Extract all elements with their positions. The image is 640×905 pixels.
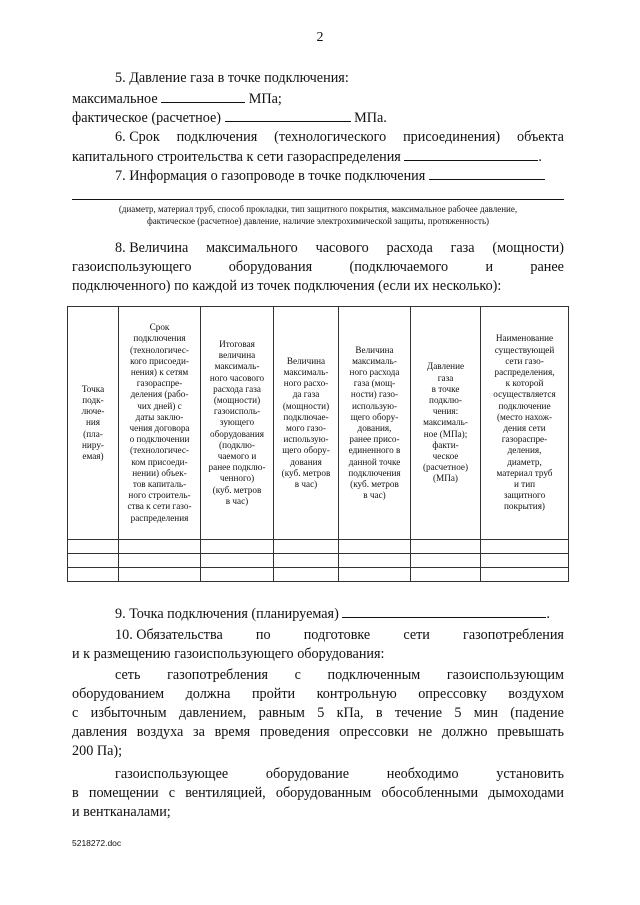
table-cell	[68, 568, 119, 582]
section-5-max-line: максимальное МПа;	[72, 91, 282, 107]
section-10-p1-line4: давления воздуха за время проведения опрессовки не должно превышать	[72, 724, 564, 740]
section-10-p1-line5: 200 Па);	[72, 743, 123, 759]
table-row	[68, 554, 569, 568]
section-10-line1: 10. Обязательства по подготовке сети газопотребления	[115, 627, 564, 643]
table-cell	[481, 554, 569, 568]
section-8-line2: газоиспользующего оборудования (подключаемого и ранее	[72, 259, 564, 275]
table-cell	[411, 554, 481, 568]
fact-pressure-blank	[225, 108, 351, 122]
connection-point-blank	[342, 604, 546, 618]
gas-pipeline-info-blank	[429, 166, 545, 180]
section-10-p1-line2: оборудованием должна пройти контрольную опрессовку воздухом	[72, 686, 564, 702]
table-cell	[68, 554, 119, 568]
section-8-line1: 8. Величина максимального часового расхода газа (мощности)	[115, 240, 564, 256]
table-header-row	[68, 307, 569, 540]
table-cell	[411, 540, 481, 554]
section-10-p2-line2: в помещении с вентиляцией, оборудованным обособленными дымоходами	[72, 785, 564, 801]
table-cell	[119, 568, 201, 582]
table-header-cell: Итоговая величина максималь- ного часового расхода газа (мощности) газоисполь- зующего оборудования (подклю- чаемого и ранее подклю- ченного) (куб. метров в час)	[201, 307, 274, 540]
section-10-p1-line1: сеть газопотребления с подключенным газоиспользующим	[115, 667, 564, 683]
section-5-fact-line: фактическое (расчетное) МПа.	[72, 110, 387, 126]
table-cell	[411, 568, 481, 582]
max-pressure-blank	[161, 89, 245, 103]
table-header-cell: Давление газа в точке подклю- чения: максималь- ное (МПа); факти- ческое (расчетное) (МПа)	[411, 307, 481, 540]
table-header-cell: Срок подключения (технологичес- кого присоеди- нения) к сетям газораспре- деления (рабо- чих дней) с даты заклю- чения договора о подключении (технологичес- ком присоеди- нении) объек- тов капиталь- ного строитель- ства к сети газо- распределения	[119, 307, 201, 540]
section-6-line1: 6. Срок подключения (технологического присоединения) объекта	[115, 129, 564, 145]
section-9-line: 9. Точка подключения (планируемая) .	[115, 606, 550, 622]
table-cell	[201, 540, 274, 554]
table-cell	[119, 554, 201, 568]
table-cell	[201, 568, 274, 582]
section-10-p2-line1: газоиспользующее оборудование необходимо установить	[115, 766, 564, 782]
section-10-p1-line3: с избыточным давлением, равным 5 кПа, в течение 5 мин (падение	[72, 705, 564, 721]
section-7-note-2: фактическое (расчетное) давление, наличие электрохимической защиты, протяженность)	[146, 216, 490, 226]
table-cell	[274, 554, 339, 568]
page-number: 2	[316, 30, 324, 45]
table-cell	[201, 554, 274, 568]
table-cell	[339, 540, 411, 554]
table-cell	[481, 568, 569, 582]
table-cell	[339, 554, 411, 568]
table-cell	[339, 568, 411, 582]
section-8-line3: подключенного) по каждой из точек подключения (если их несколько):	[72, 278, 502, 294]
table-cell	[119, 540, 201, 554]
table-cell	[274, 568, 339, 582]
table-header-cell: Величина максималь- ного расхода газа (мощ- ности) газо- использую- щего обору- дования, ранее присо- единенного в данной точке подключения (куб. метров в час)	[339, 307, 411, 540]
section-5-title: 5. Давление газа в точке подключения:	[115, 70, 349, 86]
connection-term-blank	[404, 147, 538, 161]
table-cell	[68, 540, 119, 554]
table-row	[68, 540, 569, 554]
table-row	[68, 568, 569, 582]
table-cell	[274, 540, 339, 554]
section-7-line1: 7. Информация о газопроводе в точке подключения	[115, 166, 565, 185]
table-header-cell: Наименование существующей сети газо- распределения, к которой осуществляется подключение (место нахож- дения сети газораспре- деления, диаметр, материал труб и тип защитного покрытия)	[481, 307, 569, 540]
gas-consumption-table	[67, 306, 569, 582]
section-6-line2: капитального строительства к сети газораспределения .	[72, 149, 542, 165]
table-header-cell: Точка подк- люче- ния (пла- ниру- емая)	[68, 307, 119, 540]
section-10-line2: и к размещению газоиспользующего оборудования:	[72, 646, 385, 662]
table-cell	[481, 540, 569, 554]
section-10-p2-line3: и вентканалами;	[72, 804, 171, 820]
table-header-cell: Величина максималь- ного расхо- да газа (мощности) подключае- мого газо- использую- щего обору- дования (куб. метров в час)	[274, 307, 339, 540]
document-filename: 5218272.doc	[72, 838, 122, 848]
gas-pipeline-info-line	[72, 199, 564, 200]
section-7-note-1: (диаметр, материал труб, способ прокладки, тип защитного покрытия, максимальное рабочее давление,	[118, 204, 518, 214]
